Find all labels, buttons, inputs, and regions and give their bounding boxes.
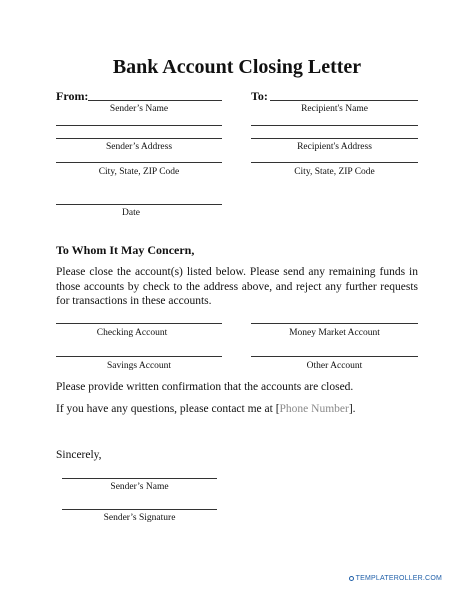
footer-text: TEMPLATEROLLER.COM [355, 575, 442, 582]
savings-account-line[interactable] [56, 356, 222, 357]
money-market-account-line[interactable] [251, 323, 418, 324]
sender-address-line-1[interactable] [56, 125, 222, 126]
body-paragraph: Please close the account(s) listed below. Please send any remaining funds in those accounts by check to the address above, and reject any further requests for transactions in these accounts. [56, 266, 418, 307]
document-title: Bank Account Closing Letter [112, 56, 362, 78]
money-market-account-caption: Money Market Account [289, 328, 380, 338]
footer-link[interactable] [349, 575, 442, 582]
sender-address-line-2[interactable] [56, 138, 222, 139]
phone-number-placeholder[interactable]: Phone Number [279, 403, 349, 415]
confirmation-text: Please provide written confirmation that the accounts are closed. [56, 381, 354, 393]
signature-line[interactable] [62, 509, 217, 510]
sender-city-line[interactable] [56, 162, 222, 163]
from-label: From: [56, 89, 89, 103]
contact-suffix: ]. [348, 403, 356, 415]
recipient-city-caption: City, State, ZIP Code [294, 167, 375, 177]
checking-account-caption: Checking Account [96, 328, 168, 338]
recipient-address-caption: Recipient's Address [297, 142, 372, 152]
sender-city-caption: City, State, ZIP Code [98, 167, 180, 177]
recipient-name-caption: Recipient's Name [301, 104, 368, 114]
date-line[interactable] [56, 204, 222, 205]
closing-text: Sincerely, [56, 449, 102, 461]
recipient-address-line-1[interactable] [251, 125, 418, 126]
recipient-address-line-2[interactable] [251, 138, 418, 139]
signature-caption: Sender’s Signature [103, 513, 176, 523]
checking-account-line[interactable] [56, 323, 222, 324]
to-label: To: [251, 89, 268, 103]
date-caption: Date [122, 208, 140, 218]
sender-name-caption: Sender’s Name [109, 104, 169, 114]
savings-account-caption: Savings Account [106, 361, 172, 371]
signature-name-caption: Sender’s Name [110, 482, 169, 492]
circle-icon [349, 576, 354, 581]
sender-name-line[interactable] [88, 100, 222, 101]
other-account-caption: Other Account [306, 361, 363, 371]
contact-prefix: If you have any questions, please contact me at [ [56, 403, 280, 415]
salutation: To Whom It May Concern, [56, 243, 195, 257]
recipient-city-line[interactable] [251, 162, 418, 163]
other-account-line[interactable] [251, 356, 418, 357]
sender-address-caption: Sender’s Address [105, 142, 173, 152]
contact-text [56, 402, 418, 417]
recipient-name-line[interactable] [270, 100, 418, 101]
signature-name-line[interactable] [62, 478, 217, 479]
